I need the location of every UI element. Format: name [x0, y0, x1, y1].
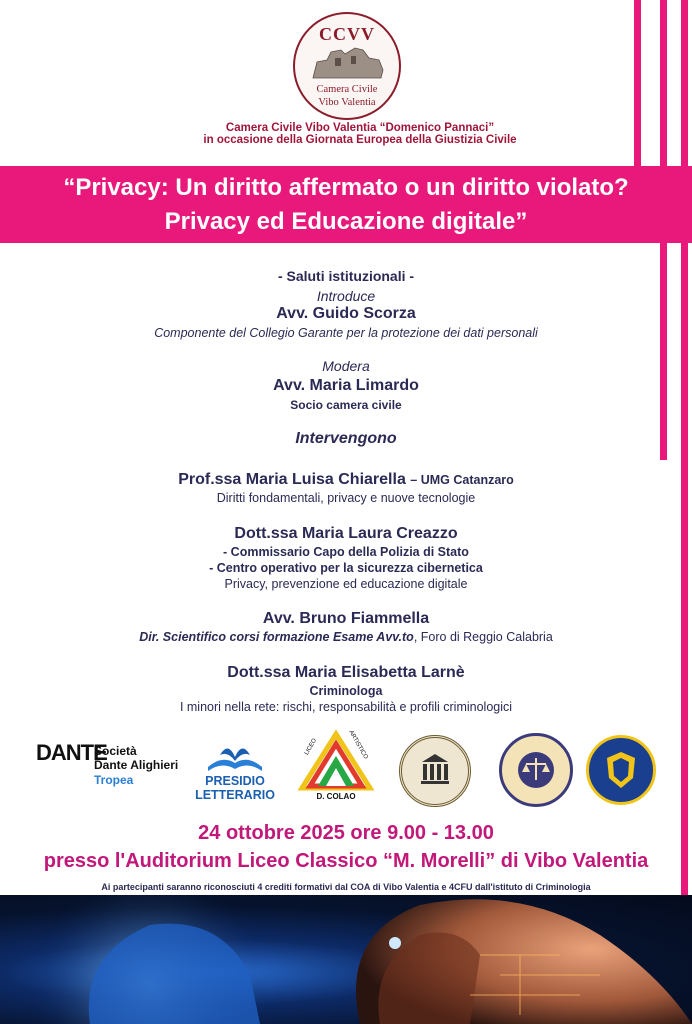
dante-line1: Società	[94, 744, 137, 758]
speaker-3-role	[0, 630, 692, 644]
modera-label: Modera	[322, 358, 370, 374]
speaker-1-topic: Diritti fondamentali, privacy e nuove tecnologie	[216, 491, 476, 505]
liceo-bottom: D. COLAO	[316, 792, 356, 801]
dante-line2: Dante Alighieri	[94, 758, 179, 772]
moderator-role: Socio camera civile	[290, 398, 402, 412]
liceo-left: LICEO	[303, 737, 319, 757]
organizer-line2: in occasione della Giornata Europea della Giustizia Civile	[203, 134, 517, 146]
logo-line1: Camera Civile	[316, 84, 378, 95]
title-line1: “Privacy: Un diritto affermato o un diritto violato?	[63, 174, 629, 201]
intervengono-label: Intervengono	[295, 430, 397, 447]
speaker-1-name: Prof.ssa Maria Luisa Chiarella	[178, 471, 406, 488]
speaker-4-role: Criminologa	[309, 684, 383, 698]
greetings: - Saluti istituzionali -	[277, 268, 415, 284]
speaker-2-topic: Privacy, prevenzione ed educazione digitale	[224, 577, 468, 591]
liceo-artistico-logo	[298, 730, 374, 802]
dante-line3: Tropea	[94, 773, 134, 787]
scales-of-justice-icon	[502, 736, 570, 804]
event-venue: presso l'Auditorium Liceo Classico “M. Morelli” di Vibo Valentia	[43, 850, 649, 872]
title-line2: Privacy ed Educazione digitale”	[164, 208, 528, 235]
speaker-3-role-italic: Dir. Scientifico corsi formazione Esame Avv.to	[139, 630, 414, 644]
ordine-avvocati-seal	[499, 733, 573, 807]
event-credits: Ai partecipanti saranno riconosciuti 4 crediti formativi dal COA di Vibo Valentia e 4CFU dall'istituto di Criminologia	[101, 882, 591, 892]
shield-icon	[589, 738, 653, 802]
liceo-triangle-icon	[298, 730, 374, 792]
logo-line2: Vibo Valentia	[318, 97, 376, 108]
speaker-4-topic: I minori nella rete: rischi, responsabilità e profili criminologici	[179, 700, 513, 714]
presidio-line2: LETTERARIO	[195, 788, 275, 802]
speaker-2-name: Dott.ssa Maria Laura Creazzo	[234, 525, 458, 542]
speaker-3-name: Avv. Bruno Fiammella	[262, 610, 430, 627]
ai-face-illustration	[0, 895, 692, 1024]
liceo-classico-seal	[399, 735, 471, 807]
event-date: 24 ottobre 2025 ore 9.00 - 13.00	[198, 822, 494, 844]
liceo-right: ARTISTICO	[347, 729, 369, 761]
intro-role: Componente del Collegio Garante per la protezione dei dati personali	[154, 326, 538, 340]
ai-face-image	[0, 895, 692, 1024]
dante-mark: DANTE	[36, 740, 107, 765]
presidio-letterario-logo	[190, 733, 280, 803]
speaker-2-role1: - Commissario Capo della Polizia di Stato	[223, 545, 469, 559]
title-banner	[0, 166, 692, 243]
speaker-2-role2: - Centro operativo per la sicurezza cibernetica	[209, 561, 483, 575]
temple-icon	[402, 738, 468, 804]
organizer-line1: Camera Civile Vibo Valentia “Domenico Pannaci”	[225, 122, 495, 134]
presidio-line1: PRESIDIO	[205, 774, 265, 788]
ccvv-logo	[293, 12, 401, 120]
criminologia-seal	[586, 735, 656, 805]
moderator-name: Avv. Maria Limardo	[273, 377, 419, 394]
introduce-label: Introduce	[316, 288, 376, 304]
intro-name: Avv. Guido Scorza	[276, 305, 416, 322]
speaker-4-name: Dott.ssa Maria Elisabetta Larnè	[227, 664, 465, 681]
logo-acronym: CCVV	[319, 24, 375, 44]
speaker-1-header	[0, 471, 692, 489]
dante-alighieri-logo	[36, 742, 186, 790]
open-book-icon	[190, 733, 280, 773]
speaker-1-affil: – UMG Catanzaro	[410, 473, 514, 487]
speaker-3-role-rest: , Foro di Reggio Calabria	[413, 630, 553, 644]
decor-stripe	[634, 0, 641, 166]
